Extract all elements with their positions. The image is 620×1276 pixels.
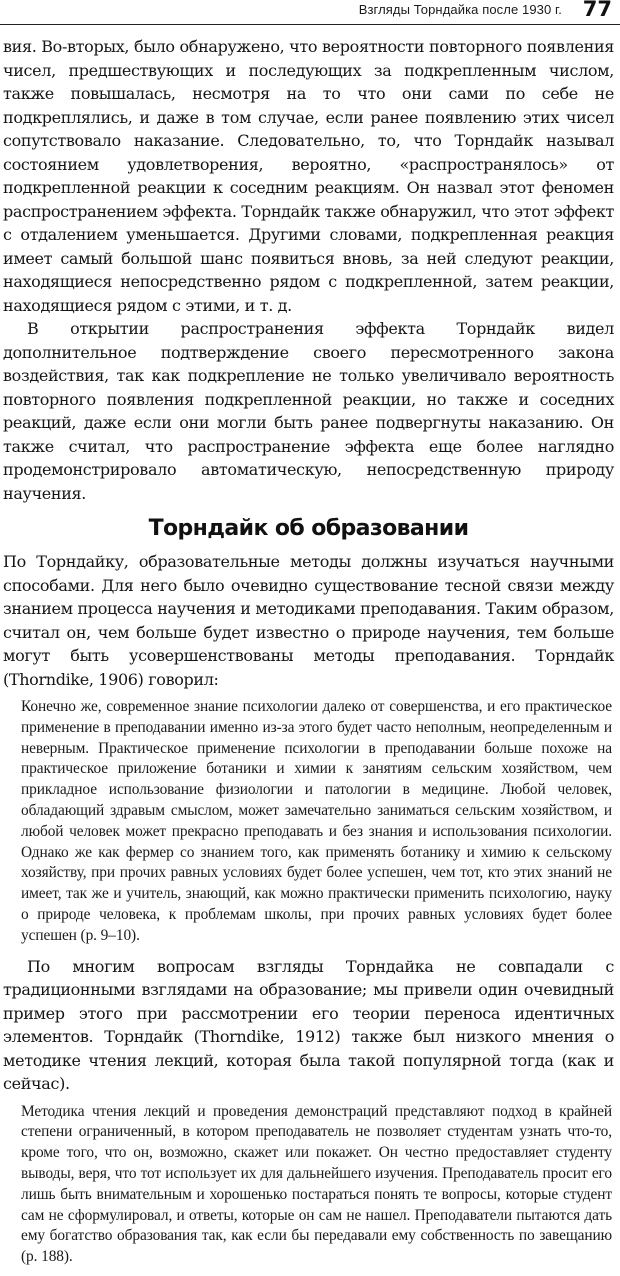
block-quote-1: Конечно же, современное знание психологии далеко от совершенства, и его практическое применение в преподавании именно из-за этого будет часто неполным, неопределенным и неверным. Практическое применение психологии в преподавании больше похоже на практическое приложение ботаники и химии к занятиям сельским хозяйством, чем прикладное использование физиологии и патологии в медицине. Любой человек, обладающий здравым смыслом, может замечательно заниматься сельским хозяйством, и любой человек может прекрасно преподавать и без знания и использования психологии. Однако же как фермер со знанием того, как применять ботанику и химию к сельскому хозяйству, при прочих равных условиях будет более успешен, чем тот, кто этих знаний не имеет, так же и учитель, знающий, как можно практически применить психологию, науку о природе человека, к проблемам школы, при прочих равных условиях будет более успешен (р. 9–10). <box>21 698 612 944</box>
section-heading: Торндайк об образовании <box>148 516 469 541</box>
page-header <box>0 0 620 30</box>
paragraph-3: По Торндайку, образовательные методы должны изучаться научными способами. Для него было очевидно существование тесной связи между знанием процесса научения и методиками преподавания. Таким образом, считал он, чем больше будет известно о природе научения, тем больше могут быть усовершенствованы методы преподавания. Торндайк (Thorndike, 1906) говорил: <box>3 552 614 689</box>
paragraph-4: По многим вопросам взгляды Торндайка не совпадали с традиционными взглядами на образование; мы привели один очевидный пример этого при рассмотрении его теории переноса идентичных элементов. Торндайк (Thorndike, 1912) также был низкого мнения о методике чтения лекций, которая была такой популярной тогда (как и сейчас). <box>3 956 614 1094</box>
page-content <box>3 35 614 1276</box>
running-title: Взгляды Торндайка после 1930 г. <box>358 2 562 17</box>
paragraph-1: вия. Во-вторых, было обнаружено, что вероятности повторного появления чисел, предшествующих и последующих за подкрепленным числом, также повышалась, несмотря на то что они сами по себе не подкреплялись, и даже в том случае, если ранее появлению этих чисел сопутствовало наказание. Следовательно, то, что Торндайк называл состоянием удовлетворения, вероятно, «распространялось» от подкрепленной реакции к соседним реакциям. Он назвал этот феномен распространением эффекта. Торндайк также обнаружил, что этот эффект с отдалением уменьшается. Другими словами, подкрепленная реакция имеет самый большой шанс появиться вновь, за ней следуют реакции, находящиеся непосредственно рядом с подкрепленной, затем реакции, находящиеся рядом с этими, и т. д. <box>3 37 614 315</box>
header-rule <box>0 24 620 25</box>
block-quote-2: Методика чтения лекций и проведения демонстраций представляют подход в крайней степени ограниченный, в котором преподаватель не позволяет студентам узнать что-то, кроме того, что он, возможно, скажет или покажет. Он честно предоставляет студенту выводы, веря, что тот использует их для дальнейшего изучения. Преподаватель просит его лишь быть внимательным и хорошенько постараться понять те вопросы, которые студент сам не сформулировал, и ответы, которые он сам не нашел. Преподаватели пытаются дать ему богатство образования так, как если бы передавали ему собственность по завещанию (р. 188). <box>21 1102 612 1266</box>
paragraph-2: В открытии распространения эффекта Торндайк видел дополнительное подтверждение своего пересмотренного закона воздействия, так как подкрепление не только увеличивало вероятность повторного появления подкрепленной реакции, но также и соседних реакций, даже если они могли быть ранее подвергнуты наказанию. Он также считал, что распространение эффекта еще более наглядно продемонстрировало автоматическую, непосредственную природу научения. <box>3 319 614 503</box>
page-number: 77 <box>582 0 612 21</box>
